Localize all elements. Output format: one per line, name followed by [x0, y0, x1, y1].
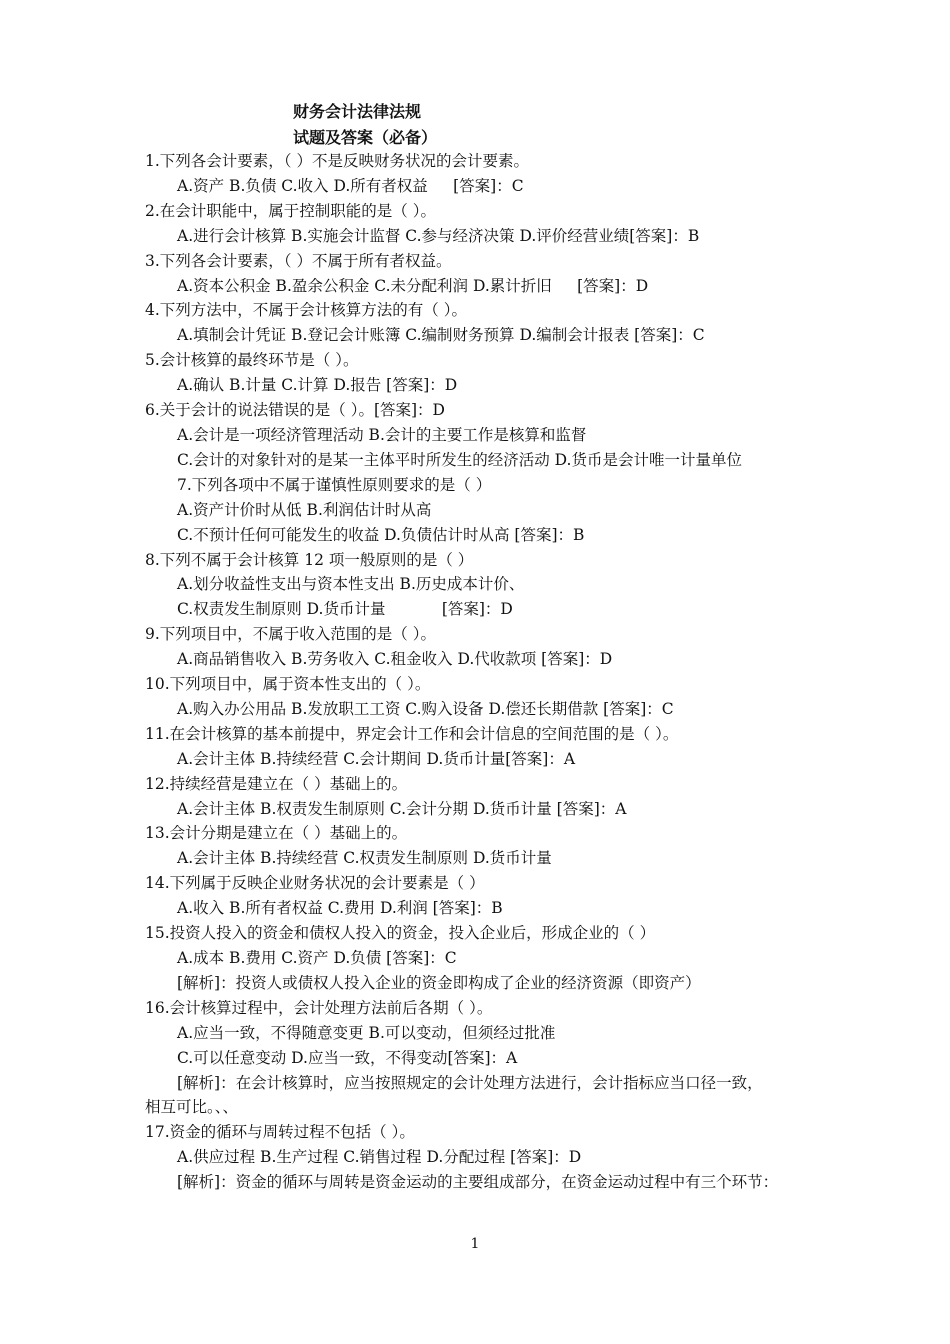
text-line: 11.在会计核算的基本前提中，界定会计工作和会计信息的空间范围的是（ ）。	[145, 724, 679, 743]
text-line: A.资产计价时从低 B.利润估计时从高	[177, 500, 432, 519]
text-line: A.会计主体 B.持续经营 C.会计期间 D.货币计量[答案]：A	[177, 749, 576, 768]
title-line-1: 财务会计法律法规	[293, 102, 422, 121]
text-line: 1.下列各会计要素，（ ）不是反映财务状况的会计要素。	[145, 152, 529, 170]
text-line: 9.下列项目中，不属于收入范围的是（ ）。	[145, 625, 436, 644]
text-line: A.会计主体 B.权责发生制原则 C.会计分期 D.货币计量 [答案]：A	[177, 799, 627, 818]
text-line: A.成本 B.费用 C.资产 D.负债 [答案]：C	[177, 949, 457, 967]
text-line: A.供应过程 B.生产过程 C.销售过程 D.分配过程 [答案]：D	[177, 1148, 582, 1167]
text-line: 5.会计核算的最终环节是（ ）。	[145, 351, 359, 370]
text-line: A.进行会计核算 B.实施会计监督 C.参与经济决策 D.评价经营业绩[答案]：B	[177, 226, 700, 245]
text-line: A.购入办公用品 B.发放职工工资 C.购入设备 D.偿还长期借款 [答案]：C	[177, 699, 674, 718]
text-line: C.会计的对象针对的是某一主体平时所发生的经济活动 D.货币是会计唯一计量单位	[177, 450, 742, 469]
text-line: 7.下列各项中不属于谨慎性原则要求的是（ ）	[177, 475, 492, 494]
text-line: 14.下列属于反映企业财务状况的会计要素是（ ）	[145, 874, 485, 893]
text-line: 10.下列项目中，属于资本性支出的（ ）。	[145, 675, 431, 694]
text-line: 4.下列方法中，不属于会计核算方法的有（ ）。	[145, 301, 467, 320]
text-line: 2.在会计职能中，属于控制职能的是（ ）。	[145, 201, 436, 220]
text-line: 相互可比。、、	[145, 1098, 239, 1117]
text-line: 13.会计分期是建立在（ ）基础上的。	[145, 824, 408, 843]
text-line: A.确认 B.计量 C.计算 D.报告 [答案]：D	[177, 376, 458, 395]
text-line: C.不预计任何可能发生的收益 D.负债估计时从高 [答案]：B	[177, 525, 585, 544]
text-line: 16.会计核算过程中，会计处理方法前后各期（ ）。	[145, 998, 493, 1017]
text-line: A.会计是一项经济管理活动 B.会计的主要工作是核算和监督	[177, 425, 587, 444]
text-line: [解析]：在会计核算时，应当按照规定的会计处理方法进行，会计指标应当口径一致，	[177, 1073, 763, 1092]
text-line: 12.持续经营是建立在（ ）基础上的。	[145, 774, 408, 793]
text-line: 6.关于会计的说法错误的是（ ）。[答案]：D	[145, 401, 445, 420]
text-line: [解析]：投资人或债权人投入企业的资金即构成了企业的经济资源（即资产）	[177, 973, 701, 992]
text-line: C.权责发生制原则 D.货币计量 [答案]：D	[177, 600, 513, 619]
document-title	[293, 99, 437, 151]
text-line: A.填制会计凭证 B.登记会计账簿 C.编制财务预算 D.编制会计报表 [答案]：C	[177, 326, 705, 345]
page-number: 1	[470, 1236, 480, 1252]
title-line-2: 试题及答案（必备）	[293, 128, 438, 147]
question-list	[145, 149, 835, 1195]
text-line: 17.资金的循环与周转过程不包括（ ）。	[145, 1123, 415, 1142]
text-line: A.商品销售收入 B.劳务收入 C.租金收入 D.代收款项 [答案]：D	[177, 650, 613, 669]
text-line: 8.下列不属于会计核算 12 项一般原则的是（ ）	[145, 550, 474, 569]
text-line: A.资产 B.负债 C.收入 D.所有者权益 [答案]：C	[177, 176, 524, 195]
text-line: A.收入 B.所有者权益 C.费用 D.利润 [答案]：B	[177, 899, 503, 918]
text-line: [解析]：资金的循环与周转是资金运动的主要组成部分，在资金运动过程中有三个环节：	[177, 1173, 779, 1192]
text-line: A.划分收益性支出与资本性支出 B.历史成本计价、	[177, 575, 525, 594]
text-line: C.可以任意变动 D.应当一致，不得变动[答案]：A	[177, 1048, 518, 1067]
text-line: A.应当一致，不得随意变更 B.可以变动，但须经过批准	[177, 1023, 556, 1042]
text-line: 3.下列各会计要素，（ ）不属于所有者权益。	[145, 251, 452, 270]
text-line: A.会计主体 B.持续经营 C.权责发生制原则 D.货币计量	[177, 849, 552, 868]
text-line: 15.投资人投入的资金和债权人投入的资金，投入企业后，形成企业的（ ）	[145, 924, 656, 943]
text-line: A.资本公积金 B.盈余公积金 C.未分配利润 D.累计折旧 [答案]：D	[177, 276, 649, 295]
